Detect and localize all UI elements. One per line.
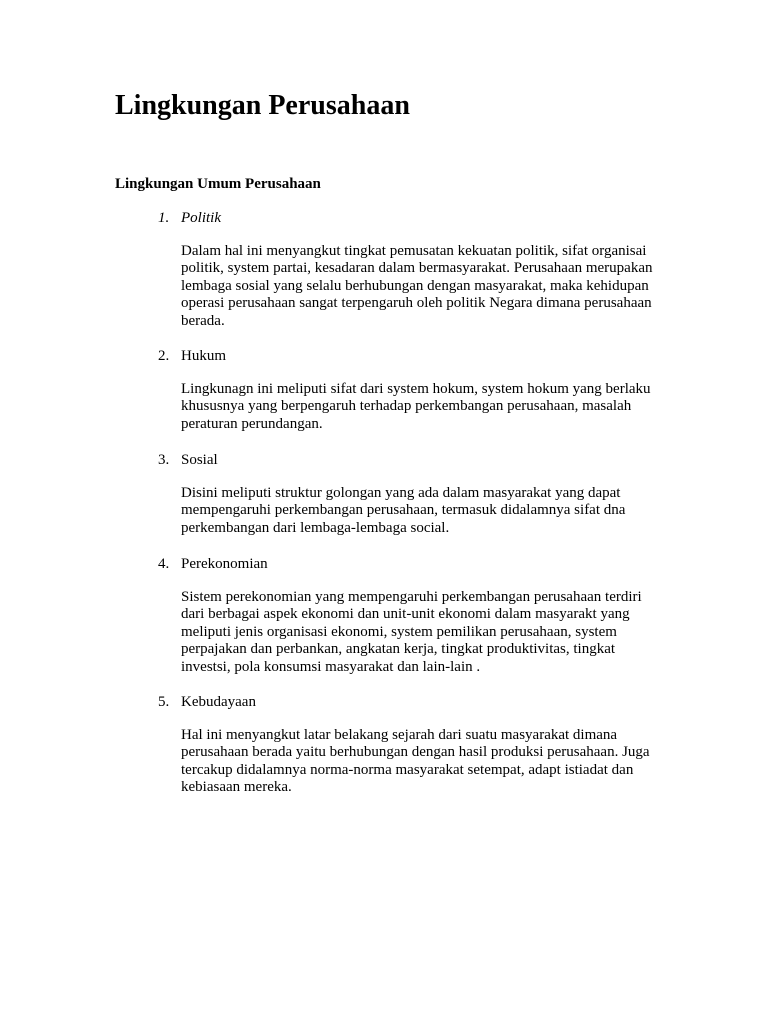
- item-heading: Hukum: [181, 348, 226, 364]
- body-line: tercakup didalamnya norma-norma masyarakat setempat, adapt istiadat dan: [181, 761, 634, 778]
- body-line: perkembangan dari lembaga-lembaga social.: [181, 519, 450, 536]
- item-body: [181, 589, 666, 676]
- item-body: [181, 381, 666, 433]
- body-line: Disini meliputi struktur golongan yang ada dalam masyarakat yang dapat: [181, 485, 621, 501]
- item-number: 4.: [158, 556, 170, 572]
- body-line: Sistem perekonomian yang mempengaruhi perkembangan perusahaan terdiri: [181, 589, 642, 605]
- item-body: [181, 485, 666, 537]
- body-line: peraturan perundangan.: [181, 415, 323, 432]
- item-number: 3.: [158, 452, 170, 468]
- body-line: meliputi jenis organisasi ekonomi, system pemilikan perusahaan, system: [181, 623, 617, 640]
- section-heading: Lingkungan Umum Perusahaan: [115, 176, 321, 192]
- item-heading: Politik: [181, 210, 221, 226]
- document-title: Lingkungan Perusahaan: [115, 90, 410, 121]
- item-heading: Kebudayaan: [181, 694, 256, 710]
- item-heading: Sosial: [181, 452, 218, 468]
- body-line: dari berbagai aspek ekonomi dan unit-unit ekonomi dalam masyarakt yang: [181, 606, 630, 623]
- body-line: politik, system partai, kesadaran dalam bermasyarakat. Perusahaan merupakan: [181, 260, 653, 277]
- body-line: Lingkunagn ini meliputi sifat dari system hokum, system hokum yang berlaku: [181, 381, 651, 397]
- body-line: kebiasaan mereka.: [181, 779, 292, 796]
- body-line: berada.: [181, 312, 225, 329]
- body-line: Dalam hal ini menyangkut tingkat pemusatan kekuatan politik, sifat organisai: [181, 243, 647, 259]
- item-body: [181, 243, 666, 330]
- item-body: [181, 727, 666, 797]
- body-line: mempengaruhi perkembangan perusahaan, termasuk didalamnya sifat dna: [181, 502, 626, 519]
- item-number: 1.: [158, 210, 170, 226]
- body-line: Hal ini menyangkut latar belakang sejarah dari suatu masyarakat dimana: [181, 727, 618, 743]
- body-line: khususnya yang berpengaruh terhadap perkembangan perusahaan, masalah: [181, 398, 632, 415]
- item-number: 2.: [158, 348, 170, 364]
- body-line: investsi, pola konsumsi masyarakat dan lain-lain .: [181, 658, 481, 675]
- body-line: perusahaan berada yaitu berhubungan dengan hasil produksi perusahaan. Juga: [181, 744, 650, 761]
- body-line: perpajakan dan perbankan, angkatan kerja, tingkat produktivitas, tingkat: [181, 641, 616, 658]
- item-heading: Perekonomian: [181, 556, 268, 572]
- body-line: lembaga sosial yang selalu berhubungan dengan masyarakat, maka kehidupan: [181, 277, 649, 294]
- item-number: 5.: [158, 694, 170, 710]
- body-line: operasi perusahaan sangat terpengaruh oleh politik Negara dimana perusahaan: [181, 295, 652, 312]
